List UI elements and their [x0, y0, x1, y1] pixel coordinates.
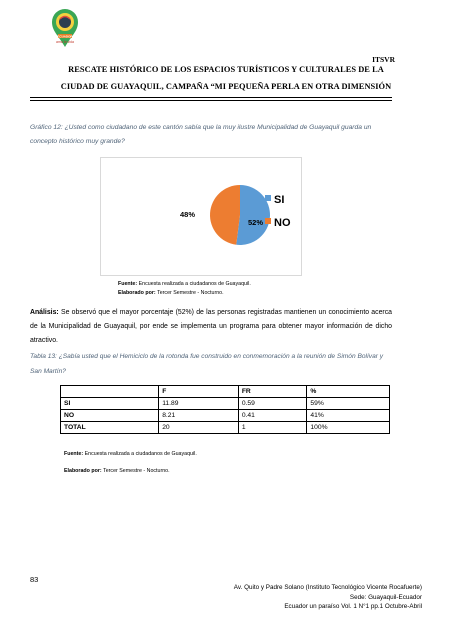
table-header-cell: F: [159, 386, 239, 398]
pie-label-no: 48%: [180, 210, 196, 219]
table-caption: Tabla 13: ¿Sabía usted que el Hemiciclo de la rotonda fue construido en conmemoración a la reunión de Simón Bolívar y San Martín?: [30, 353, 384, 375]
legend-label-no: NO: [274, 217, 291, 229]
table-row: [61, 422, 390, 434]
table-cell: SI: [61, 398, 159, 410]
table-cell: 59%: [307, 398, 390, 410]
table-cell: 1: [238, 422, 307, 434]
table-header-cell: %: [307, 386, 390, 398]
legend-label-si: SI: [274, 194, 285, 206]
logo-text: ECUADOR: [57, 34, 73, 39]
table-cell: 41%: [307, 410, 390, 422]
table-row: [61, 398, 390, 410]
legend-swatch-si: [265, 195, 271, 201]
title-rule: [30, 97, 392, 98]
analysis-label: Análisis:: [30, 309, 59, 316]
pie-chart-svg: [101, 158, 301, 275]
chart-caption: Gráfico 12: ¿Usted como ciudadano de este cantón sabía que la muy ilustre Municipalidad de Guayaquil guarda un concepto histórico muy grande?: [30, 124, 372, 145]
table-cell: 8.21: [159, 410, 239, 422]
table-cell: 0.59: [238, 398, 307, 410]
pie-slice-si: [236, 185, 270, 245]
table-header-cell: FR: [238, 386, 307, 398]
analysis-text: Se observó que el mayor porcentaje (52%) de las personas registradas mantienen un conocimiento acerca de la Municipalidad de Guayaquil, por ende se implementa un programa para obtener mayor información de dicho atractivo.: [30, 309, 392, 344]
title-rule-thin: [30, 100, 392, 101]
table-source-label: Fuente:: [64, 451, 84, 457]
logo-subtext: ama la vida: [56, 40, 74, 44]
table-cell: NO: [61, 410, 159, 422]
table-header-cell: [61, 386, 159, 398]
chart-source-text: Encuesta realizada a ciudadanos de Guayaquil.: [138, 281, 251, 287]
table-source-text: Encuesta realizada a ciudadanos de Guayaquil.: [84, 451, 197, 457]
pie-slice-no: [210, 185, 240, 245]
footer-publication: Ecuador un paraíso Vol. 1 N°1 pp.1 Octubre-Abril: [284, 603, 422, 610]
table-cell: 0.41: [238, 410, 307, 422]
footer-location: Sede: Guayaquil-Ecuador: [349, 593, 422, 601]
legend-swatch-no: [265, 218, 271, 224]
table-author-label: Elaborado por:: [64, 468, 102, 474]
table-cell: 20: [159, 422, 239, 434]
pie-chart: [100, 157, 302, 276]
footer-address: Av. Quito y Padre Solano (Instituto Tecnológico Vicente Rocafuerte): [233, 584, 422, 591]
table-author-text: Tercer Semestre - Nocturno.: [103, 468, 170, 474]
chart-author-text: Tercer Semestre - Nocturno.: [157, 290, 224, 296]
table-cell: 11.89: [159, 398, 239, 410]
page-number: 83: [30, 575, 39, 584]
analysis-paragraph: [30, 306, 392, 348]
chart-source: [118, 280, 251, 298]
table-row: [61, 410, 390, 422]
chart-author-label: Elaborado por:: [118, 290, 156, 296]
page-footer: [122, 583, 422, 612]
table-header-row: [61, 386, 390, 398]
document-title-line2: CIUDAD DE GUAYAQUIL, CAMPAÑA “MI PEQUEÑA PERLA EN OTRA DIMENSIÓN: [60, 82, 392, 91]
table-cell: 100%: [307, 422, 390, 434]
table-source: [64, 446, 197, 480]
chart-source-label: Fuente:: [118, 281, 138, 287]
document-title-line1: RESCATE HISTÓRICO DE LOS ESPACIOS TURÍSTICOS Y CULTURALES DE LA: [68, 65, 384, 74]
pie-label-si: 52%: [248, 218, 264, 227]
results-table: [60, 385, 390, 434]
institution-code: ITSVR: [372, 55, 395, 64]
table-cell: TOTAL: [61, 422, 159, 434]
